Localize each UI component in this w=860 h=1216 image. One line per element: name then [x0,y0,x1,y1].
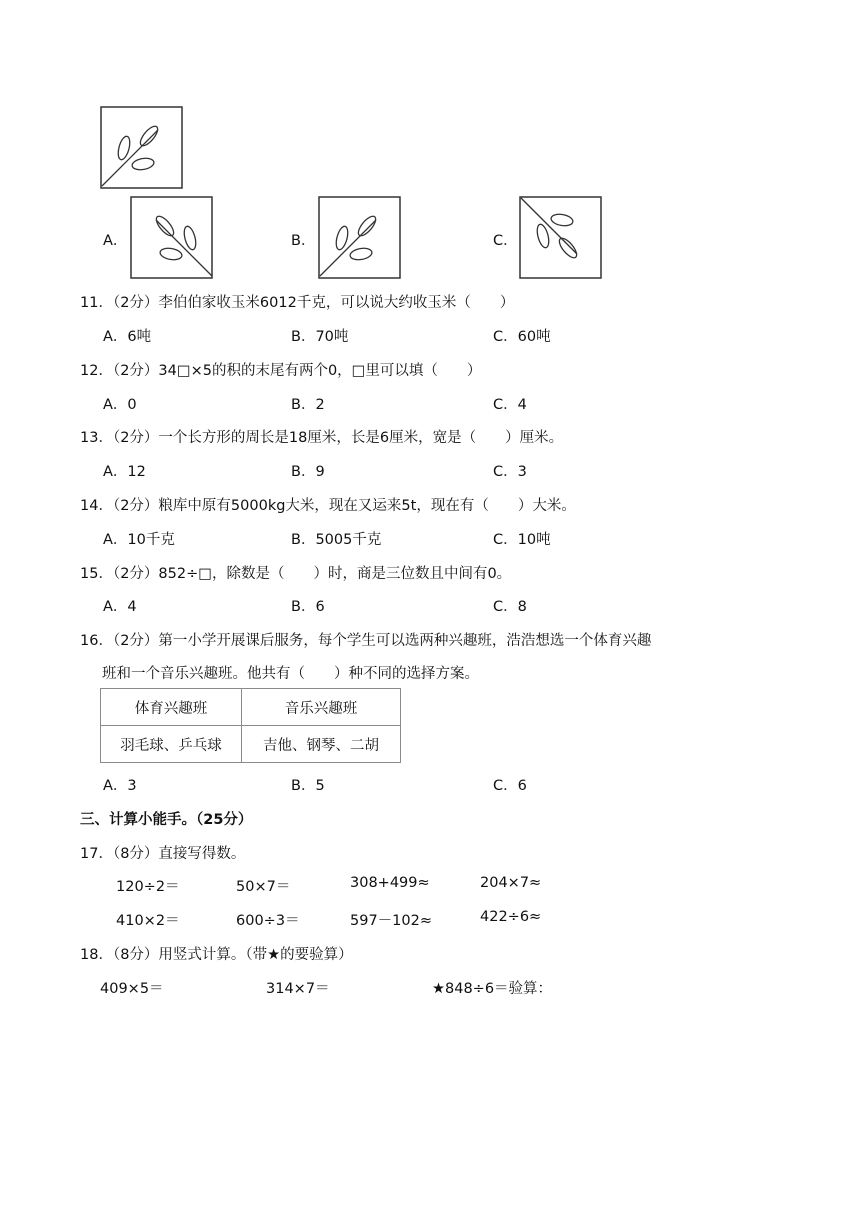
question-15-option-a[interactable]: A．4 [103,599,137,615]
calc-item[interactable]: 422÷6≈ [480,909,542,925]
question-16-stem-line2: 班和一个音乐兴趣班。他共有（ ）种不同的选择方案。 [102,666,479,682]
question-13-stem: 13．（2分）一个长方形的周长是18厘米，长是6厘米，宽是（ ）厘米。 [80,430,564,446]
question-14-stem: 14．（2分）粮库中原有5000kg大米，现在又运来5t，现在有（ ）大米。 [80,498,576,514]
table-cell-music: 吉他、钢琴、二胡 [242,726,401,763]
question-17-stem: 17．（8分）直接写得数。 [80,846,246,862]
question-15-option-c[interactable]: C．8 [493,599,527,615]
question-18-stem: 18．（8分）用竖式计算。（带★的要验算） [80,947,353,963]
section-3-title: 三、计算小能手。（25分） [80,812,253,828]
question-16-option-c[interactable]: C．6 [493,778,527,794]
interest-class-table [100,688,401,763]
question-14-option-c[interactable]: C．10吨 [493,532,551,548]
table-header-music: 音乐兴趣班 [242,689,401,726]
calc-item[interactable]: 597－102≈ [350,913,433,929]
original-leaf-figure [100,106,184,190]
question-11-stem: 11．（2分）李伯伯家收玉米6012千克，可以说大约收玉米（ ） [80,295,515,311]
table-header-sports: 体育兴趣班 [101,689,242,726]
option-b-leaf-figure[interactable] [318,196,402,280]
question-12-option-c[interactable]: C．4 [493,397,527,413]
question-14-option-b[interactable]: B．5005千克 [291,532,382,548]
question-16-option-a[interactable]: A．3 [103,778,137,794]
question-13-option-b[interactable]: B．9 [291,464,325,480]
option-c-label: C． [493,233,518,249]
calc-item[interactable]: 120÷2＝ [116,879,180,895]
option-a-label: A． [103,233,128,249]
vertical-calc-item[interactable]: 409×5＝ [100,981,164,997]
calc-item[interactable]: 204×7≈ [480,875,542,891]
question-14-option-a[interactable]: A．10千克 [103,532,175,548]
option-b-label: B． [291,233,316,249]
table-header-row [101,689,401,726]
table-row [101,726,401,763]
question-12-option-a[interactable]: A．0 [103,397,137,413]
calc-item[interactable]: 600÷3＝ [236,913,300,929]
question-13-option-c[interactable]: C．3 [493,464,527,480]
question-12-option-b[interactable]: B．2 [291,397,325,413]
question-16-stem-line1: 16．（2分）第一小学开展课后服务，每个学生可以选两种兴趣班，浩浩想选一个体育兴趣 [80,633,652,649]
question-11-option-a[interactable]: A．6吨 [103,329,152,345]
question-11-option-c[interactable]: C．60吨 [493,329,551,345]
question-13-option-a[interactable]: A．12 [103,464,146,480]
question-12-stem: 12．（2分）34□×5的积的末尾有两个0，□里可以填（ ） [80,363,482,379]
option-c-leaf-figure[interactable] [519,196,603,280]
vertical-calc-item[interactable]: 314×7＝ [266,981,330,997]
question-16-option-b[interactable]: B．5 [291,778,325,794]
table-cell-sports: 羽毛球、乒乓球 [101,726,242,763]
vertical-calc-item[interactable]: ★848÷6＝验算： [432,981,553,997]
option-a-leaf-figure[interactable] [130,196,214,280]
question-15-stem: 15．（2分）852÷□，除数是（ ）时，商是三位数且中间有0。 [80,566,512,582]
calc-item[interactable]: 410×2＝ [116,913,180,929]
question-15-option-b[interactable]: B．6 [291,599,325,615]
question-11-option-b[interactable]: B．70吨 [291,329,349,345]
calc-item[interactable]: 50×7＝ [236,879,291,895]
calc-item[interactable]: 308+499≈ [350,875,430,891]
